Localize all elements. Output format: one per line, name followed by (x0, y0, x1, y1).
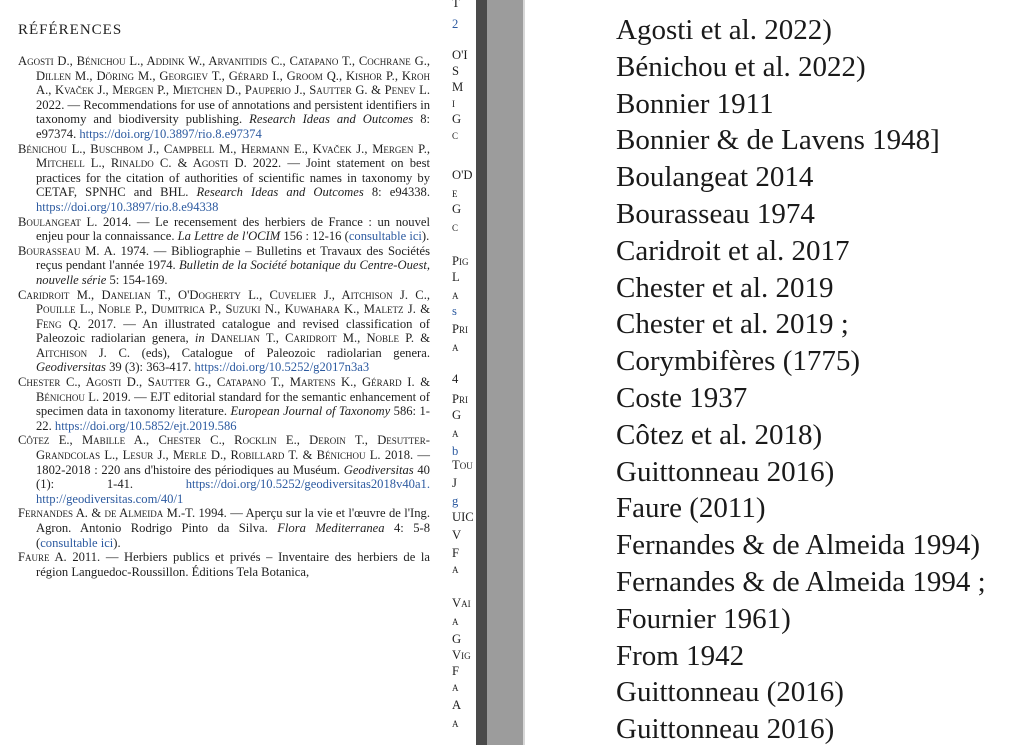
citation-item[interactable]: Chester et al. 2019 ; (616, 308, 849, 341)
citation-item[interactable]: Chester et al. 2019 (616, 271, 834, 304)
ref-text: 2017. — An illustrated catalogue and revised classification of Paleozoic radiolarian genera, (36, 316, 430, 346)
ref-authors: Agosti D., Bénichou L., Addink W., Arvanitidis C., Catapano T., Cochrane G., Dillen M., Döring M., Georgiev T., Gérard I., Groom Q., Kishor P., Kroh A., Kvaček J., Mergen P., Mietchen D., Pauperio J., Sautter G. & Penev L. (18, 54, 430, 98)
column-fragment: Pri (452, 322, 469, 336)
citation-item[interactable]: Bonnier 1911 (616, 87, 774, 120)
ref-authors: Côtez E., Mabille A., Chester C., Rocklin E., Deroin T., Desutter-Grandcolas L., Lesur J., Merle D., Robillard T. & Bénichou L. (18, 433, 430, 463)
column-fragment: G (452, 632, 462, 646)
column-fragment: F (452, 546, 460, 560)
reference-entry (18, 54, 430, 142)
column-fragment: a (452, 680, 459, 694)
ref-journal: Geodiversitas (343, 462, 414, 477)
ref-text: 2011. — Herbiers publics et privés – Inventaire des herbiers de la région Languedoc-Roussillon. Éditions Tela Botanica, (36, 550, 430, 579)
ref-journal: European Journal of Taxonomy (230, 404, 391, 419)
references-heading: RÉFÉRENCES (18, 22, 123, 38)
ref-text: 2014. — Le recensement des herbiers de France : un nouvel enjeu pour la connaissance. (36, 214, 430, 244)
column-fragment: Pig (452, 254, 469, 268)
ref-after: ). (113, 535, 121, 550)
citation-item[interactable]: Fernandes & de Almeida 1994 ; (616, 565, 986, 598)
citation-item[interactable]: Guittonneau (2016) (616, 676, 844, 709)
ref-text: 2022. — Joint statement on best practices for the citation of authorities of scientific names in taxonomy by CETAF, SPNHC and BHL. (36, 156, 430, 200)
citation-item[interactable]: Guittonneau 2016) (616, 455, 835, 488)
column-fragment: i (452, 96, 455, 110)
column-fragment: S (452, 64, 460, 78)
ref-link[interactable]: consultable ici (40, 535, 114, 550)
column-fragment: M (452, 80, 464, 94)
ref-journal: Flora Mediterranea (277, 521, 385, 535)
ref-volume: 8: e94338. (363, 185, 430, 200)
ref-volume: 40 (1): 1-41. (36, 462, 430, 492)
ref-authors: Boulangeat L. (18, 214, 98, 229)
column-fragment: G (452, 202, 462, 216)
column-fragment: 2 (452, 17, 459, 31)
column-fragment: O'D (452, 168, 473, 182)
ref-journal: Research Ideas and Outcomes (196, 185, 364, 200)
ref-volume: 4: 5-8 ( (36, 521, 430, 550)
reference-entry (18, 288, 430, 376)
column-fragment: L (452, 270, 460, 284)
ref-text: 2022. — Recommendations for use of annotations and persistent identifiers in taxonomy and biodiversity publishing. (36, 97, 430, 127)
column-fragment: b (452, 444, 459, 458)
column-fragment: a (452, 614, 459, 628)
ref-authors: Chester C., Agosti D., Sautter G., Catapano T., Martens K., Gérard I. & Bénichou L. (18, 375, 430, 404)
ref-authors: Faure A. (18, 550, 67, 565)
citation-item[interactable]: Guittonneau 2016) (616, 713, 835, 746)
column-fragment: a (452, 562, 459, 576)
citation-item[interactable]: Bourasseau 1974 (616, 197, 815, 230)
reference-entry (18, 506, 430, 550)
adjacent-column-fragments (452, 0, 476, 745)
ref-link[interactable]: https://doi.org/10.5252/g2017n3a3 (194, 360, 370, 375)
column-fragment: G (452, 112, 462, 126)
references-page (0, 0, 476, 745)
column-fragment: O'I (452, 48, 468, 62)
reference-entry (18, 142, 430, 215)
ref-volume: 39 (3): 363-417. (105, 360, 195, 375)
citation-item[interactable]: From 1942 (616, 639, 745, 672)
column-fragment: a (452, 288, 459, 302)
references-column (18, 22, 430, 579)
ref-volume: 156 : 12-16 ( (280, 229, 349, 244)
column-fragment: g (452, 494, 459, 508)
citation-list (616, 12, 986, 748)
column-fragment: a (452, 340, 459, 354)
page-gutter (487, 0, 523, 745)
ref-journal: Geodiversitas (36, 360, 106, 375)
citation-item[interactable]: Bénichou et al. 2022) (616, 50, 866, 83)
citation-item[interactable]: Fernandes & de Almeida 1994) (616, 529, 981, 562)
citation-item[interactable]: Agosti et al. 2022) (616, 14, 832, 46)
ref-link[interactable]: https://doi.org/10.5252/geodiversitas2018v40a1. http://geodiversitas.com/40/1 (36, 477, 430, 506)
column-fragment: F (452, 664, 460, 678)
ref-text: 1994. — Aperçu sur la vie et l'œuvre de l'Ing. Agron. Antonio Rodrigo Pinto da Silva. (36, 506, 430, 535)
column-fragment: c (452, 128, 459, 142)
column-fragment: T (452, 0, 460, 10)
column-fragment: s (452, 304, 457, 318)
ref-text-2: (eds), Catalogue of Paleozoic radiolarian genera. (130, 345, 430, 360)
citation-item[interactable]: Boulangeat 2014 (616, 161, 814, 194)
ref-journal: La Lettre de l'OCIM (177, 229, 281, 244)
citation-item[interactable]: Bonnier & de Lavens 1948] (616, 124, 940, 157)
ref-link[interactable]: https://doi.org/10.3897/rio.8.e97374 (79, 126, 262, 141)
citation-item[interactable]: Corymbifères (1775) (616, 345, 861, 378)
column-fragment: J (452, 476, 457, 490)
references-list (18, 54, 430, 579)
column-fragment: Tou (452, 458, 473, 472)
page-gutter-shadow (476, 0, 487, 745)
column-fragment: UIC (452, 510, 474, 524)
ref-authors: Bénichou L., Buschbom J., Campbell M., Hermann E., Kvaček J., Mergen P., Mitchell L., Rinaldo C. & Agosti D. (18, 141, 430, 171)
reference-entry (18, 550, 430, 579)
column-fragment: Vai (452, 596, 471, 610)
ref-text: 2018. — 1802-2018 : 220 ans d'histoire des périodiques au Muséum. (36, 448, 430, 477)
reference-entry (18, 215, 430, 244)
column-fragment: Vig (452, 648, 471, 662)
ref-volume: 586: 1-22. (36, 404, 430, 433)
ref-text: 1974. — Bibliographie – Bulletins et Travaux des Sociétés reçus pendant l'année 1974. (36, 243, 430, 273)
citation-item[interactable]: Fournier 1961) (616, 602, 791, 635)
ref-volume: 8: e97374. (36, 112, 430, 141)
ref-authors: Caridroit M., Danelian T., O'Dogherty L., Cuvelier J., Aitchison J. C., Pouille L., Noble P., Dumitrica P., Suzuki N., Kuwahara K., Maletz J. & Feng Q. (18, 287, 430, 331)
column-fragment: a (452, 716, 459, 730)
column-fragment: Pri (452, 392, 469, 406)
ref-link[interactable]: consultable ici (348, 229, 422, 244)
citation-panel (525, 0, 1024, 745)
column-fragment: A (452, 698, 462, 712)
ref-link[interactable]: https://doi.org/10.5852/ejt.2019.586 (54, 418, 237, 433)
column-fragment: e (452, 186, 458, 200)
ref-journal: Bulletin de la Société botanique du Centre-Ouest, nouvelle série (36, 258, 430, 287)
reference-entry (18, 433, 430, 506)
ref-authors: Bourasseau M. A. (18, 243, 116, 258)
reference-entry (18, 375, 430, 433)
citation-item[interactable]: Caridroit et al. 2017 (616, 234, 850, 267)
ref-in: in (194, 331, 205, 346)
ref-authors: Fernandes A. & de Almeida M.-T. (18, 506, 196, 521)
column-fragment: c (452, 220, 459, 234)
ref-link[interactable]: https://doi.org/10.3897/rio.8.e94338 (36, 199, 219, 214)
ref-editors: Danelian T., Caridroit M., Noble P. & Aitchison J. C. (36, 331, 430, 360)
ref-volume: 5: 154-169. (106, 272, 168, 287)
citation-item[interactable]: Faure (2011) (616, 492, 766, 525)
column-fragment: a (452, 426, 459, 440)
citation-item[interactable]: Côtez et al. 2018) (616, 418, 823, 451)
citation-item[interactable]: Coste 1937 (616, 381, 748, 414)
ref-journal: Research Ideas and Outcomes (249, 112, 414, 127)
column-fragment: G (452, 408, 462, 422)
reference-entry (18, 244, 430, 288)
ref-text: 2019. — EJT editorial standard for the semantic enhancement of specimen data in taxonomy literature. (36, 389, 430, 419)
ref-after: ). (421, 229, 430, 244)
column-fragment: 4 (452, 372, 459, 386)
column-fragment: V (452, 528, 462, 542)
